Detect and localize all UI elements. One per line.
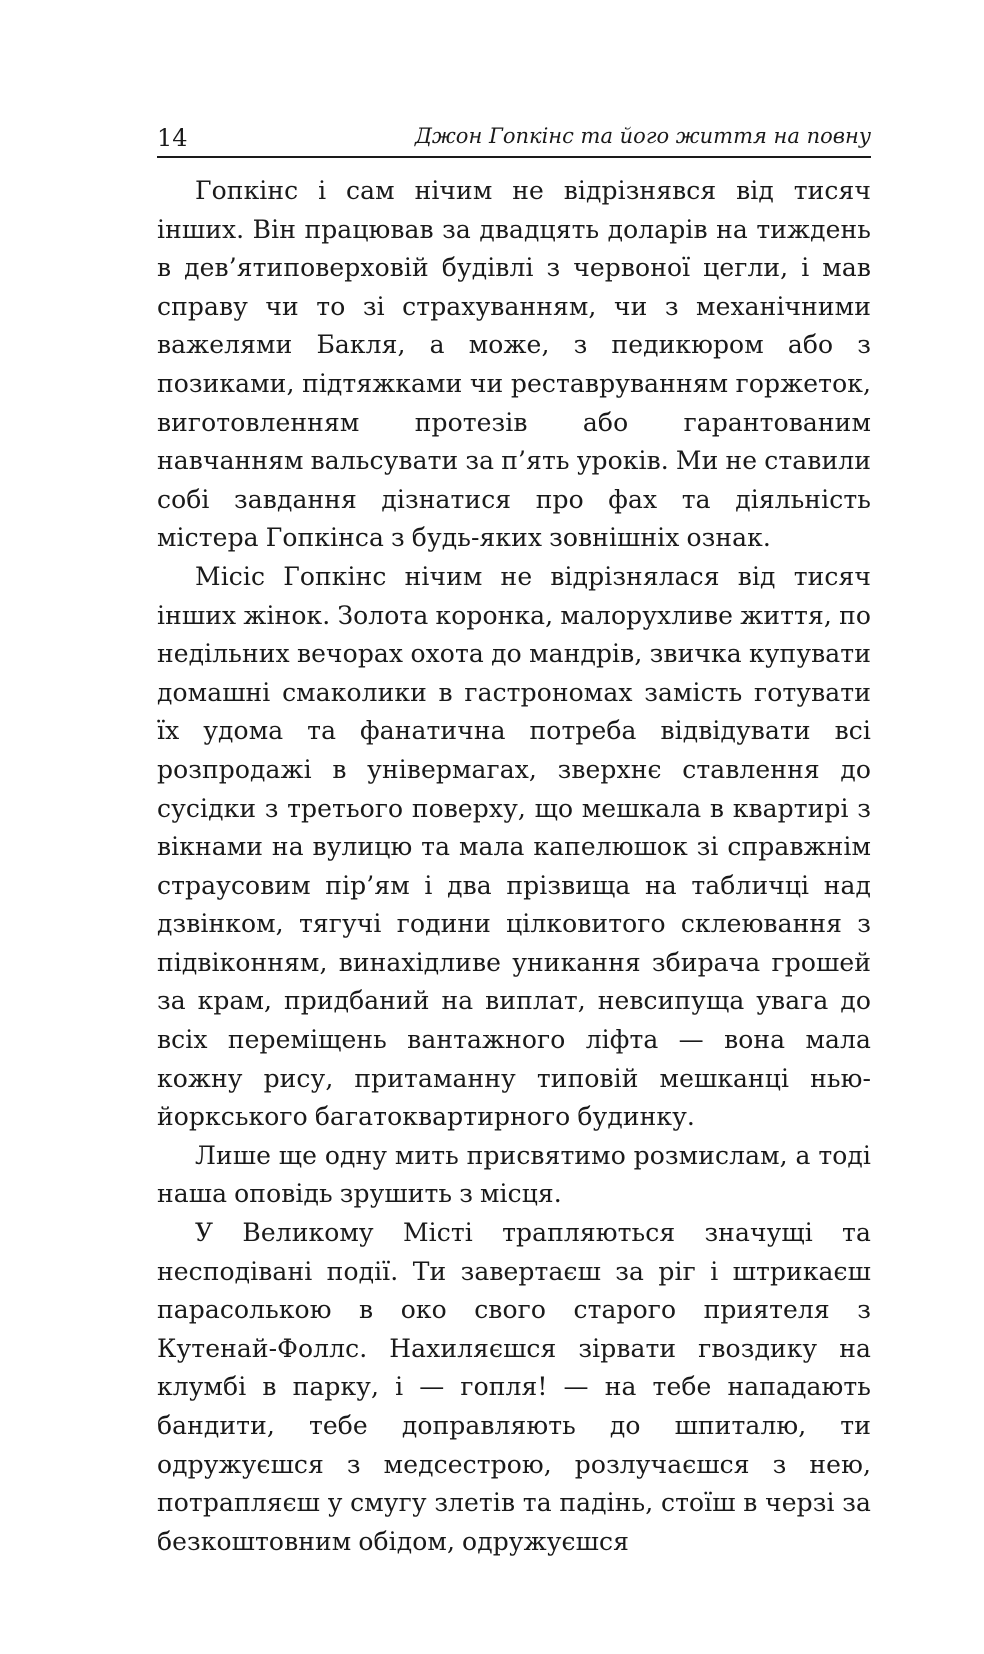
paragraph: У Великому Місті трапляються значущі та несподівані події. Ти завертаєш за ріг і штрикаєш парасолькою в око свого старого приятеля з Кутенай-Фоллс. Нахиляєшся зірвати гвоздику на клумбі в парку, і — гопля! — на тебе нападають бандити, тебе доправляють до шпиталю, ти одружуєшся з медсестрою, розлучаєшся з нею, потрапляєш у смугу злетів та падінь, стоїш в черзі за безкоштовним обідом, одружуєшся <box>157 1218 871 1556</box>
header-rule <box>157 156 871 158</box>
paragraph: Гопкінс і сам нічим не відрізнявся від тисяч інших. Він працював за двадцять доларів на тиждень в дев’ятиповерховій будівлі з червоної цегли, і мав справу чи то зі страхуванням, чи з механічними важелями Бакля, а може, з педикюром або з позиками, підтяжками чи реставруванням горжеток, виготовленням протезів або гарантованим навчанням вальсувати за п’ять уроків. Ми не ставили собі завдання дізнатися про фах та діяльність містера Гопкінса з будь-яких зовнішніх ознак. <box>157 176 871 553</box>
page-number: 14 <box>157 124 188 152</box>
paragraph: Лише ще одну мить присвятимо розмислам, а тоді наша оповідь зрушить з місця. <box>157 1140 871 1209</box>
body-text <box>157 172 871 1561</box>
running-header <box>157 120 871 156</box>
paragraph: Місіс Гопкінс нічим не відрізнялася від тисяч інших жінок. Золота коронка, малорухливе життя, по недільних вечорах охота до мандрів, звичка купувати домашні смаколики в гастрономах замість готувати їх удома та фанатична потреба відвідувати всі розпродажі в універмагах, зверхнє ставлення до сусідки з третього поверху, що мешкала в квартирі з вікнами на вулицю та мала капелюшок зі справжнім страусовим пір’ям і два прізвища на табличці над дзвінком, тягучі години цілковитого склеювання з підвіконням, винахідливе уникання збирача грошей за крам, придбаний на виплат, невсипуща увага до всіх переміщень вантажного ліфта — вона мала кожну рису, притаманну типовій мешканці нью-йоркського багатоквартирного будинку. <box>157 561 871 1132</box>
running-title: Джон Гопкінс та його життя на повну <box>414 124 871 148</box>
